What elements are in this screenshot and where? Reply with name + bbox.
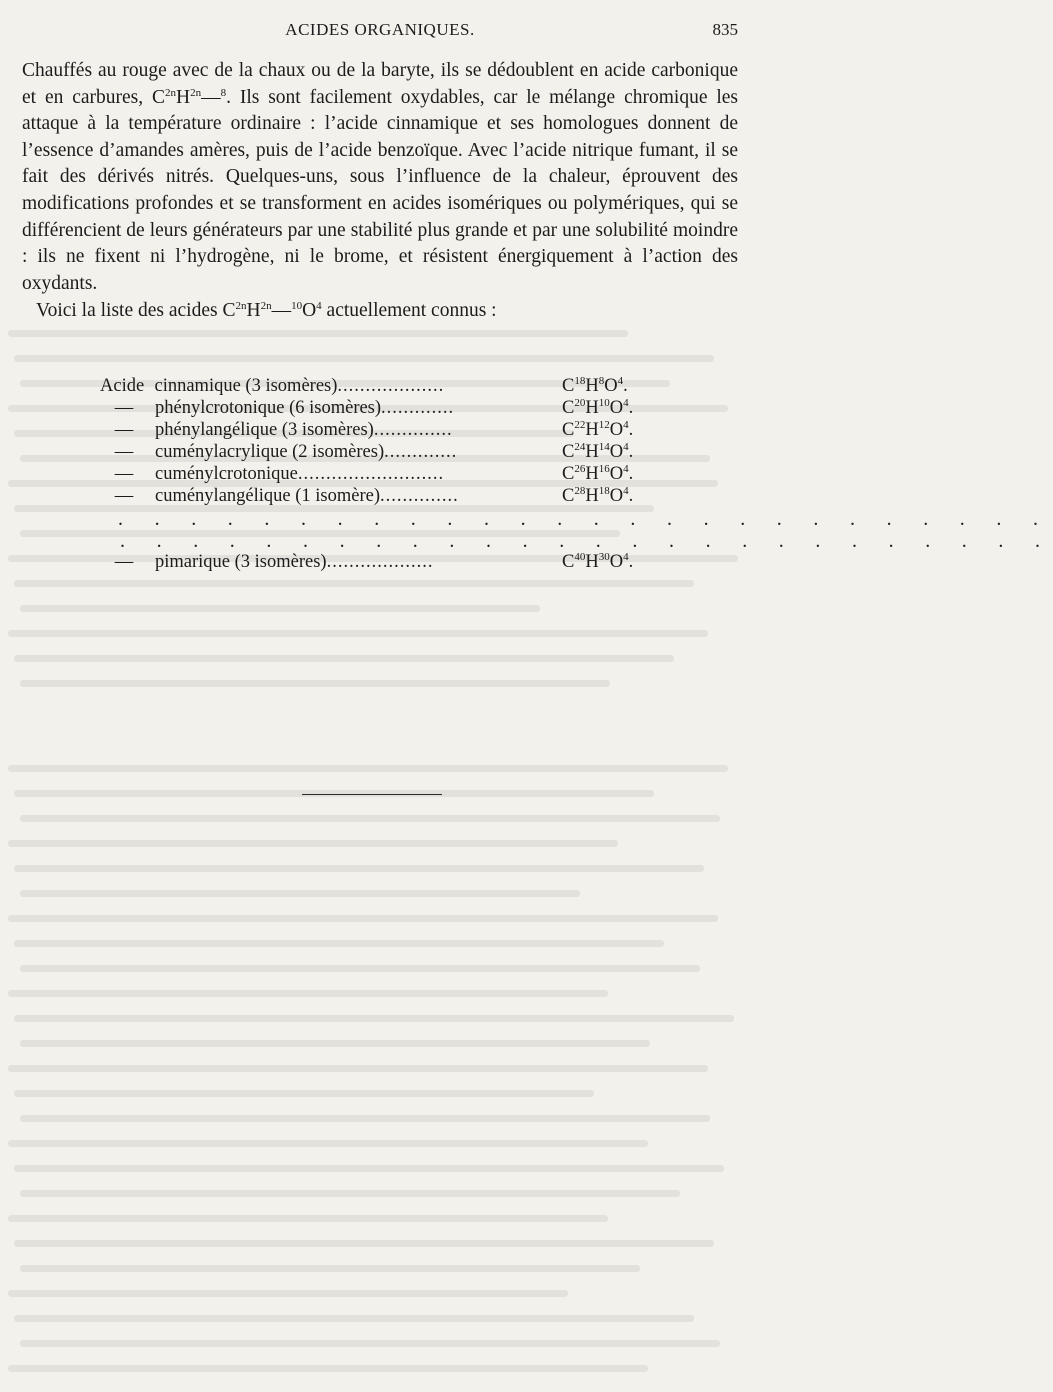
formula-subscript: 18: [598, 485, 610, 497]
bleed-line: [14, 355, 714, 362]
bleed-line: [14, 1015, 734, 1022]
formula-subscript: 16: [598, 463, 610, 475]
dot-leader: .............: [381, 398, 455, 418]
formula-subscript: 8: [598, 375, 605, 387]
paragraph-list-intro: Voici la liste des acides $C^{2n}H^{2n}—^{10}O^4$ actuellement connus :: [36, 300, 497, 322]
formula-subscript: 22: [574, 419, 586, 431]
chemical-formula: $C^{22}H^{12}O^4$.: [562, 419, 634, 440]
formula-subscript: 24: [574, 441, 586, 453]
bleed-line: [8, 765, 728, 772]
bleed-line: [14, 1315, 694, 1322]
chemical-formula: $C^{40}H^{30}O^4$.: [562, 551, 634, 572]
acid-row: [100, 442, 660, 464]
formula-subscript: 30: [598, 551, 610, 563]
acid-name: cuménylangélique (1 isomère)..............: [155, 486, 459, 506]
row-lead: —: [114, 442, 134, 462]
page-number: 835: [712, 20, 738, 39]
row-lead: —: [114, 486, 134, 506]
bleed-line: [20, 815, 720, 822]
row-lead: —: [114, 398, 134, 418]
superscript: 8: [220, 86, 227, 99]
bleed-line: [8, 630, 708, 637]
bleed-line: [8, 990, 608, 997]
bleed-line: [14, 1090, 594, 1097]
acid-row: [100, 420, 660, 442]
formula-subscript: 18: [574, 375, 586, 387]
bleed-line: [20, 1115, 710, 1122]
formula-subscript: 28: [574, 485, 586, 497]
superscript: 10: [291, 300, 303, 313]
section-rule: [302, 794, 442, 795]
formula-subscript: 4: [623, 419, 629, 431]
bleed-line: [8, 1140, 648, 1147]
dot-leader: ..............: [373, 420, 453, 440]
acid-name: phénylangélique (3 isomères)..............: [155, 420, 453, 440]
chemical-formula: $C^{26}H^{16}O^4$.: [562, 463, 634, 484]
bleed-line: [14, 580, 694, 587]
acid-name: cuménylcrotonique..........................: [155, 464, 445, 484]
dot-leader: ..............: [380, 486, 459, 506]
formula-subscript: 10: [598, 397, 610, 409]
superscript: 2n: [235, 300, 247, 313]
body-text: [22, 58, 738, 325]
ellipsis-row: . . . . . . . . . . . . . . . . . . . . . . . . . .: [120, 530, 1053, 552]
dot-leader: .............: [384, 442, 458, 462]
formula-subscript: 14: [598, 441, 610, 453]
bleed-line: [20, 680, 610, 687]
acid-name: pimarique (3 isomères)...................: [155, 552, 434, 572]
bleed-line: [20, 605, 540, 612]
formula-subscript: 26: [574, 463, 586, 475]
bleed-line: [14, 1165, 724, 1172]
chemical-formula: $C^{20}H^{10}O^4$.: [562, 397, 634, 418]
paragraph-oxidation: Chauffés au rouge avec de la chaux ou de la baryte, ils se dédoublent en acide carbonique et en carbures, $C^{2n}H^{2n}—^8$. Ils sont facilement oxydables, car le mélange chromique les attaque à la température ordinaire : l’acide cinnamique et ses homologues donnent de l’essence d’amandes amères, puis de l’acide benzoïque. Avec l’acide nitrique fumant, il se fait des dérivés nitrés. Quelques-uns, sous l’influence de la chaleur, éprouvent des modifications profondes et se transforment en acides isomériques ou polymériques, qui se différencient de leurs générateurs par une stabilité plus grande et par une solubilité moindre : ils ne fixent ni l’hydrogène, ni le brome, et résistent énergiquement à l’action des oxydants.: [22, 60, 738, 294]
acid-list: [100, 375, 1053, 574]
acid-row: [100, 552, 660, 574]
ellipsis-row: . . . . . . . . . . . . . . . . . . . . . . . . . .: [118, 508, 1052, 530]
acid-row: [100, 376, 660, 398]
bleed-line: [20, 1190, 680, 1197]
bleed-line: [20, 1265, 640, 1272]
bleed-line: [14, 655, 674, 662]
acid-row: [100, 398, 660, 420]
page-header: [0, 20, 800, 48]
row-lead: —: [114, 552, 134, 572]
bleed-line: [8, 1065, 708, 1072]
dot-leader: ...................: [337, 376, 445, 396]
bleed-line: [14, 1240, 714, 1247]
row-lead: —: [114, 420, 134, 440]
acid-name: phénylcrotonique (6 isomères).............: [155, 398, 455, 418]
row-lead: —: [114, 464, 134, 484]
dot-leader: ...................: [326, 552, 434, 572]
bleed-line: [8, 330, 628, 337]
chemical-formula: $C^{28}H^{18}O^4$.: [562, 485, 634, 506]
bleed-line: [8, 1365, 648, 1372]
bleed-line: [20, 890, 580, 897]
superscript: 2n: [190, 86, 202, 99]
acid-row: [100, 464, 660, 486]
formula-subscript: 4: [623, 463, 629, 475]
acid-name: cuménylacrylique (2 isomères).............: [155, 442, 458, 462]
bleed-line: [20, 1040, 650, 1047]
bleed-line: [14, 865, 704, 872]
bleed-line: [20, 1340, 720, 1347]
row-lead: Acide: [100, 376, 145, 396]
acid-row: [100, 486, 660, 508]
formula-subscript: 12: [598, 419, 610, 431]
bleed-line: [8, 840, 618, 847]
bleed-line: [8, 1215, 608, 1222]
bleed-line: [20, 965, 700, 972]
superscript: 2n: [260, 300, 272, 313]
formula-subscript: 4: [623, 485, 629, 497]
chemical-formula: $C^{24}H^{14}O^4$.: [562, 441, 634, 462]
formula-subscript: 20: [574, 397, 586, 409]
formula-subscript: 40: [574, 551, 586, 563]
formula-subscript: 4: [617, 375, 624, 387]
superscript: 4: [316, 300, 322, 313]
formula-subscript: 4: [623, 441, 629, 453]
formula-subscript: 4: [623, 551, 629, 563]
superscript: 2n: [165, 86, 177, 99]
bleed-line: [14, 940, 664, 947]
dot-leader: ..........................: [297, 464, 445, 484]
acid-name: cinnamique (3 isomères)...................: [154, 376, 445, 396]
chemical-formula: $C^{18}H^8O^4$.: [562, 375, 628, 396]
running-title: ACIDES ORGANIQUES.: [285, 20, 475, 39]
bleed-line: [8, 915, 718, 922]
bleed-line: [8, 1290, 568, 1297]
formula-subscript: 4: [623, 397, 629, 409]
